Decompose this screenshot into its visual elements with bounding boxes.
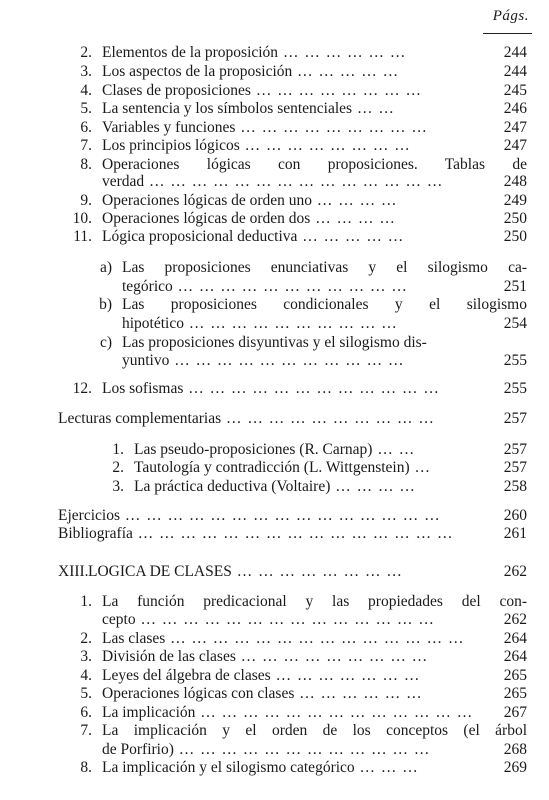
- dot-leader: … … … … … … … … … … …: [172, 278, 408, 295]
- toc-entry-title: [102, 721, 527, 741]
- toc-entry-title: [102, 379, 487, 399]
- toc-entry: [0, 277, 549, 297]
- toc-entry-page: 251: [503, 278, 527, 295]
- toc-entry-page: 247: [503, 137, 527, 154]
- toc-entry-page: 268: [503, 741, 527, 758]
- toc-entry-number: 7.: [80, 722, 92, 739]
- toc-entry-page: 257: [503, 441, 527, 458]
- toc-entry-number: 8.: [80, 759, 92, 776]
- dot-leader: … … … … … …: [278, 44, 407, 61]
- toc-entry-page: 254: [503, 315, 527, 332]
- toc-entry: [0, 43, 549, 63]
- toc-entry-number: 9.: [80, 192, 92, 209]
- toc-entry-title: [122, 295, 527, 315]
- dot-leader: … … … … … … … … … …: [184, 315, 398, 332]
- dot-leader: … …: [372, 441, 416, 458]
- toc-entry-number: 4.: [80, 667, 92, 684]
- toc-entry-page: 246: [503, 100, 527, 117]
- toc-entry: [0, 440, 549, 460]
- toc-entry-page: 250: [503, 210, 527, 227]
- toc-entry-page: 257: [503, 410, 527, 427]
- toc-entry-page: 250: [503, 228, 527, 245]
- toc-entry-text: Los sofismas: [102, 380, 184, 397]
- toc-entry-text: La práctica deductiva (Voltaire): [134, 478, 331, 495]
- toc-entry: [0, 209, 549, 229]
- toc-entry: [0, 506, 549, 526]
- toc-entry-text: La implicación: [102, 704, 196, 721]
- toc-entry-text: La implicación y el silogismo categórico: [102, 759, 355, 776]
- toc-entry: [0, 758, 549, 778]
- toc-entry-number: 4.: [80, 82, 92, 99]
- toc-entry: [0, 191, 549, 211]
- dot-leader: … … … … … … … … … … … … … …: [165, 630, 465, 647]
- toc-entry-text: cepto: [102, 611, 136, 628]
- toc-entry-text: Tautología y contradicción (L. Wittgenstein): [134, 459, 410, 476]
- toc-entry-text: Los principios lógicos: [102, 137, 240, 154]
- toc-entry-title: [102, 118, 487, 138]
- pages-column-header: Págs.: [492, 8, 529, 24]
- dot-leader: … … … … … … … … … … … … … …: [144, 173, 444, 190]
- toc-entry-text: La función predicacional y las propiedades del con-: [102, 593, 527, 610]
- toc-entry: [0, 647, 549, 667]
- toc-entry-text: hipotético: [122, 315, 184, 332]
- toc-entry-text: Las proposiciones enunciativas y el silogismo ca-: [122, 259, 527, 276]
- toc-entry-text: Las clases: [102, 630, 166, 647]
- toc-entry-title: [134, 477, 487, 497]
- toc-entry-text: Variables y funciones: [102, 119, 236, 136]
- toc-entry-title: [102, 62, 487, 82]
- toc-entry-text: Las pseudo-proposiciones (R. Carnap): [134, 441, 373, 458]
- toc-entry-text: Operaciones lógicas con proposiciones. Tablas de: [102, 156, 527, 173]
- toc-entry-title: [122, 351, 487, 371]
- toc-entry: [0, 136, 549, 156]
- toc-entry: [0, 477, 549, 497]
- toc-entry: [0, 351, 549, 371]
- toc-entry-text: Operaciones lógicas de orden uno: [102, 192, 313, 209]
- dot-leader: …: [409, 459, 432, 476]
- toc-entry-number: 3.: [80, 648, 92, 665]
- toc-entry: [0, 592, 549, 612]
- dot-leader: … … …: [354, 759, 419, 776]
- toc-entry: [0, 295, 549, 315]
- toc-entry-title: [102, 227, 487, 247]
- toc-entry-page: 255: [503, 380, 527, 397]
- toc-entry-title: [102, 99, 487, 119]
- toc-entry-title: [102, 191, 487, 211]
- toc-entry-number: 3.: [112, 478, 124, 495]
- toc-entry: [0, 118, 549, 138]
- toc-entry: [0, 684, 549, 704]
- toc-entry-page: 265: [503, 685, 527, 702]
- dot-leader: … … … … … … … … … … … …: [173, 741, 431, 758]
- toc-entry-text: Operaciones lógicas de orden dos: [102, 210, 311, 227]
- toc-entry-title: [102, 81, 487, 101]
- toc-entry-number: 2.: [80, 630, 92, 647]
- dot-leader: … … … … … … …: [270, 667, 421, 684]
- toc-entry-number: 6.: [80, 119, 92, 136]
- toc-entry: [0, 379, 549, 399]
- toc-entry-text: de Porfirio): [102, 741, 174, 758]
- toc-entry-title: [58, 524, 487, 544]
- toc-entry-number: 3.: [80, 63, 92, 80]
- dot-leader: … … … … … … … … … … … …: [183, 380, 440, 397]
- toc-entry: [0, 227, 549, 247]
- toc-entry-number: 1.: [80, 593, 92, 610]
- toc-entry: [0, 721, 549, 741]
- toc-entry-text: Las proposiciones disyuntivas y el silogismo dis-: [122, 334, 427, 351]
- toc-entry-text: Bibliografía: [58, 525, 133, 542]
- toc-entry-page: 262: [503, 611, 527, 628]
- toc-entry-title: [134, 440, 487, 460]
- toc-entry-title: [134, 458, 487, 478]
- toc-entry-title: [102, 172, 487, 192]
- toc-entry-text: Los aspectos de la proposición: [102, 63, 293, 80]
- toc-entry-text: Elementos de la proposición: [102, 44, 279, 61]
- toc-entry: [0, 666, 549, 686]
- toc-entry: [0, 562, 549, 582]
- toc-entry-page: 260: [503, 507, 527, 524]
- toc-entry: [0, 703, 549, 723]
- toc-entry: [0, 172, 549, 192]
- toc-entry: [0, 81, 549, 101]
- dot-leader: … … … … … … … …: [250, 82, 422, 99]
- toc-entry-text: División de las clases: [102, 648, 236, 665]
- toc-entry-page: 245: [503, 82, 527, 99]
- dot-leader: … … … …: [330, 478, 416, 495]
- toc-entry-number: b): [99, 296, 112, 313]
- toc-entry-title: [102, 666, 487, 686]
- toc-entry-number: a): [99, 259, 112, 276]
- toc-entry-text: Clases de proposiciones: [102, 82, 251, 99]
- dot-leader: … …: [352, 100, 395, 117]
- toc-entry-title: [102, 610, 487, 630]
- toc-entry-number: 5.: [80, 685, 92, 702]
- toc-entry-number: XIII.: [58, 563, 89, 580]
- toc-entry-text: La sentencia y los símbolos sentenciales: [102, 100, 353, 117]
- toc-entry-number: 12.: [72, 380, 92, 397]
- toc-entry-page: 247: [503, 119, 527, 136]
- dot-leader: … … … … …: [292, 63, 400, 80]
- toc-entry: [0, 610, 549, 630]
- toc-entry-page: 258: [503, 478, 527, 495]
- toc-entry-page: 265: [503, 667, 527, 684]
- dot-leader: … … … … … … … …: [239, 137, 411, 154]
- toc-entry: [0, 62, 549, 82]
- dot-leader: … … … … … … … … … … …: [169, 352, 405, 369]
- dot-leader: … … … … … … … … … … … … … …: [135, 611, 435, 628]
- toc-entry-page: 257: [503, 459, 527, 476]
- toc-entry-title: [102, 629, 487, 649]
- toc-entry-number: 2.: [80, 44, 92, 61]
- toc-entry-text: Operaciones lógicas con clases: [102, 685, 295, 702]
- toc-entry-title: [58, 409, 487, 429]
- toc-entry-title: [102, 758, 487, 778]
- toc-entry: [0, 314, 549, 334]
- dot-leader: … … … … … … … … … … … … … … …: [119, 507, 441, 524]
- toc-entry-page: 261: [503, 525, 527, 542]
- toc-entry-number: 11.: [73, 228, 92, 245]
- toc-entry-text: verdad: [102, 173, 145, 190]
- header-rule: [483, 33, 532, 34]
- dot-leader: … … … … … …: [294, 685, 423, 702]
- toc-entry-title: [102, 740, 487, 760]
- toc-entry-number: 7.: [80, 137, 92, 154]
- toc-entry-title: [102, 592, 527, 612]
- toc-entry-text: Las proposiciones condicionales y el silogismo: [122, 296, 527, 313]
- toc-entry-number: 6.: [80, 704, 92, 721]
- toc-entry: [0, 99, 549, 119]
- toc-entry-text: La implicación y el orden de los conceptos (el árbol: [102, 722, 527, 739]
- toc-entry-text: Ejercicios: [58, 507, 120, 524]
- toc-entry-title: [102, 209, 487, 229]
- toc-entry-number: 2.: [112, 459, 124, 476]
- toc-entry-page: 255: [503, 352, 527, 369]
- dot-leader: … … … … …: [297, 228, 405, 245]
- toc-entry-page: 244: [503, 44, 527, 61]
- toc-entry-page: 269: [503, 759, 527, 776]
- toc-entry-number: 1.: [112, 441, 124, 458]
- toc-entry-text: yuntivo: [122, 352, 170, 369]
- toc-entry-title: [122, 277, 487, 297]
- toc-entry-number: 5.: [80, 100, 92, 117]
- toc-entry-number: 8.: [80, 156, 92, 173]
- toc-entry-title: [122, 314, 487, 334]
- dot-leader: … … … … … … … … … … … … … … …: [132, 525, 454, 542]
- toc-entry-page: 248: [503, 173, 527, 190]
- toc-entry-page: 244: [503, 63, 527, 80]
- toc-entry: [0, 258, 549, 278]
- toc-entry-title: [102, 43, 487, 63]
- dot-leader: … … … … … … … … …: [235, 119, 428, 136]
- toc-entry: [0, 740, 549, 760]
- toc-entry-title: [88, 562, 487, 582]
- toc-entry: [0, 409, 549, 429]
- toc-entry-text: Lógica proposicional deductiva: [102, 228, 298, 245]
- toc-entry: [0, 629, 549, 649]
- toc-entry-number: 10.: [72, 210, 92, 227]
- toc-entry-title: [102, 684, 487, 704]
- dot-leader: … … … … … … … …: [231, 563, 403, 580]
- toc-entry-page: 264: [503, 648, 527, 665]
- toc-entry-title: [58, 506, 487, 526]
- dot-leader: … … … … … … … … … …: [221, 410, 435, 427]
- dot-leader: … … … …: [310, 210, 396, 227]
- toc-entry-title: [102, 647, 487, 667]
- toc-entry: [0, 524, 549, 544]
- toc-entry: [0, 458, 549, 478]
- toc-entry-page: 267: [503, 704, 527, 721]
- dot-leader: … … … … … … … … … … … … …: [195, 704, 474, 721]
- toc-entry-title: [102, 136, 487, 156]
- toc-entry-text: tegórico: [122, 278, 173, 295]
- toc-entry-page: 262: [503, 563, 527, 580]
- toc-entry-title: [122, 333, 487, 353]
- dot-leader: … … … … … … … … …: [235, 648, 429, 665]
- toc-entry-text: Lecturas complementarias: [58, 410, 222, 427]
- toc-entry-title: [122, 258, 527, 278]
- toc-entry-text: Leyes del álgebra de clases: [102, 667, 271, 684]
- toc-entry-page: 264: [503, 630, 527, 647]
- toc-entry-number: c): [99, 334, 112, 351]
- toc-entry-title: [102, 703, 487, 723]
- dot-leader: … … … …: [312, 192, 398, 209]
- toc-entry: [0, 333, 549, 353]
- toc-entry-page: 249: [503, 192, 527, 209]
- toc-entry-text: LOGICA DE CLASES: [88, 563, 232, 580]
